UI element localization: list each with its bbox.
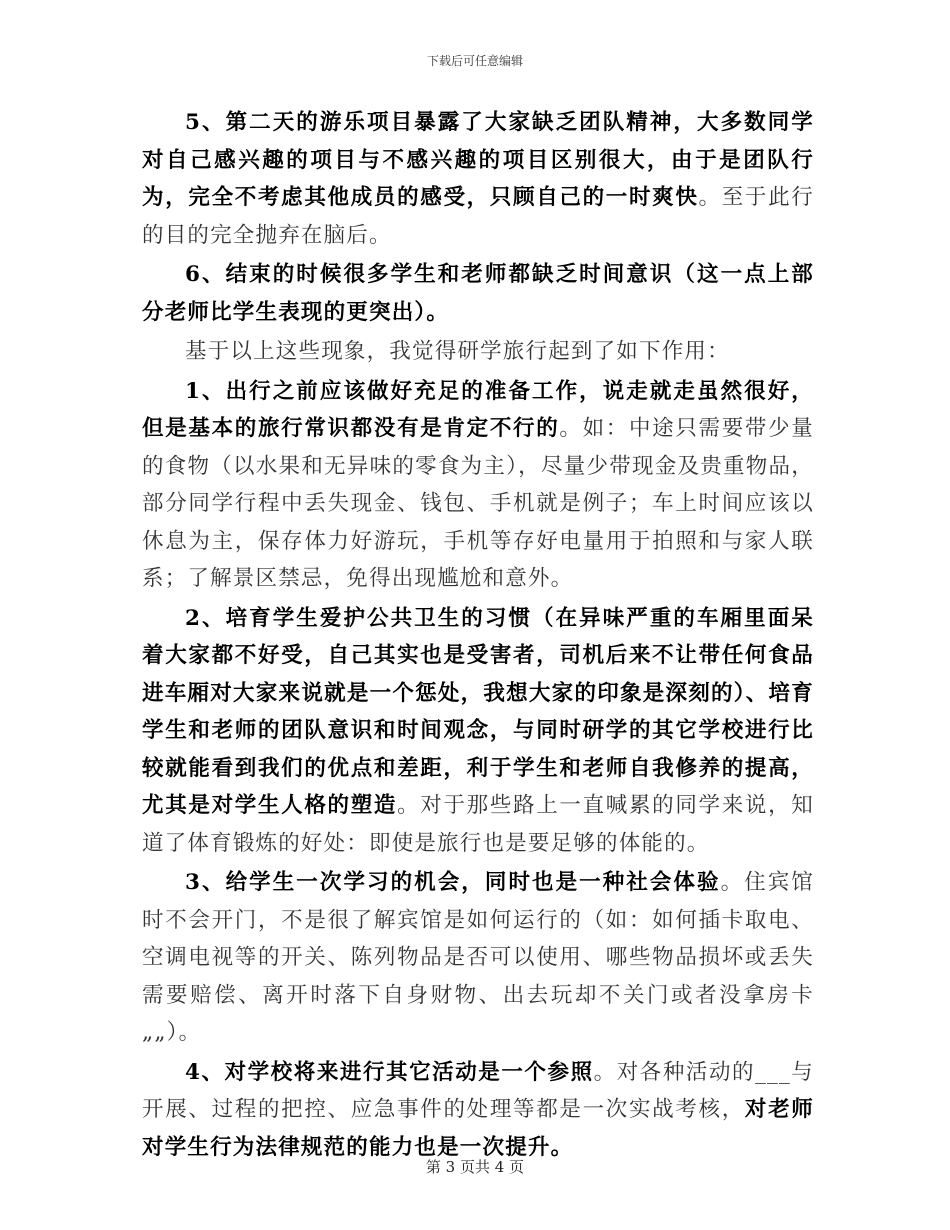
paragraph-bold-text: 6、结束的时候很多学生和老师都缺乏时间意识（这一点上部分老师比学生表现的更突出）。 (142, 262, 814, 325)
paragraph-3 (142, 864, 814, 1052)
paragraph-bold-text: 3、给学生一次学习的机会，同时也是一种社会体验 (185, 870, 721, 895)
paragraph-text: 。如：中途只需要带少量的食物（以水果和无异味的零食为主），尽量少带现金及贵重物品，部分同学行程中丢失现金、钱包、手机就是例子；车上时间应该以休息为主，保存体力好游玩，手机等存好电量用于拍照和与家人联系；了解景区禁忌，免得出现尴尬和意外。 (142, 416, 814, 591)
paragraph-5 (142, 104, 814, 254)
paragraph-4 (142, 1054, 814, 1167)
paragraph-1 (142, 373, 814, 598)
page-footer: 第 3 页共 4 页 (425, 1158, 525, 1176)
paragraph-text: 。对各种活动的___与开展、过程的把控、应急事件的处理等都是一次实战考核， (142, 1059, 815, 1122)
paragraph-text: 。住宾馆时不会开门，不是很了解宾馆是如何运行的（如：如何插卡取电、空调电视等的开关、陈列物品是否可以使用、哪些物品损坏或丢失需要赔偿、离开时落下自身财物、出去玩却不关门或者没拿房卡„„）。 (142, 870, 814, 1045)
paragraph-text: 基于以上这些现象，我觉得研学旅行起到了如下作用： (185, 339, 730, 364)
paragraph-2 (142, 600, 814, 863)
paragraph-bold-text: 2、培育学生爱护公共卫生的习惯（在异味严重的车厢里面呆着大家都不好受，自己其实也是受害者，司机后来不让带任何食品进车厢对大家来说就是一个惩处，我想大家的印象是深刻的）、培育学生和老师的团队意识和时间观念，与同时研学的其它学校进行比较就能看到我们的优点和差距，利于学生和老师自我修养的提高，尤其是对学生人格的塑造 (142, 605, 814, 818)
paragraph-text: 。对于那些路上一直喊累的同学来说，知道了体育锻炼的好处：即使是旅行也是要足够的体能的。 (142, 793, 815, 856)
paragraph-bold-text: 对老师对学生行为法律规范的能力也是一次提升。 (142, 1097, 815, 1160)
paragraph-intro (142, 333, 814, 371)
paragraph-bold-text: 5、第二天的游乐项目暴露了大家缺乏团队精神，大多数同学对自己感兴趣的项目与不感兴趣的项目区别很大，由于是团队行为，完全不考虑其他成员的感受，只顾自己的一时爽快 (142, 110, 814, 210)
paragraph-6 (142, 256, 814, 331)
document-body (142, 104, 814, 1168)
paragraph-bold-text: 1、出行之前应该做好充足的准备工作，说走就走虽然很好，但是基本的旅行常识都没有是肯定不行的 (142, 378, 814, 441)
page-header: 下载后可任意编辑 (426, 54, 523, 68)
paragraph-bold-text: 4、对学校将来进行其它活动是一个参照 (185, 1059, 594, 1085)
paragraph-text: 。至于此行的目的完全抛弃在脑后。 (142, 185, 814, 248)
